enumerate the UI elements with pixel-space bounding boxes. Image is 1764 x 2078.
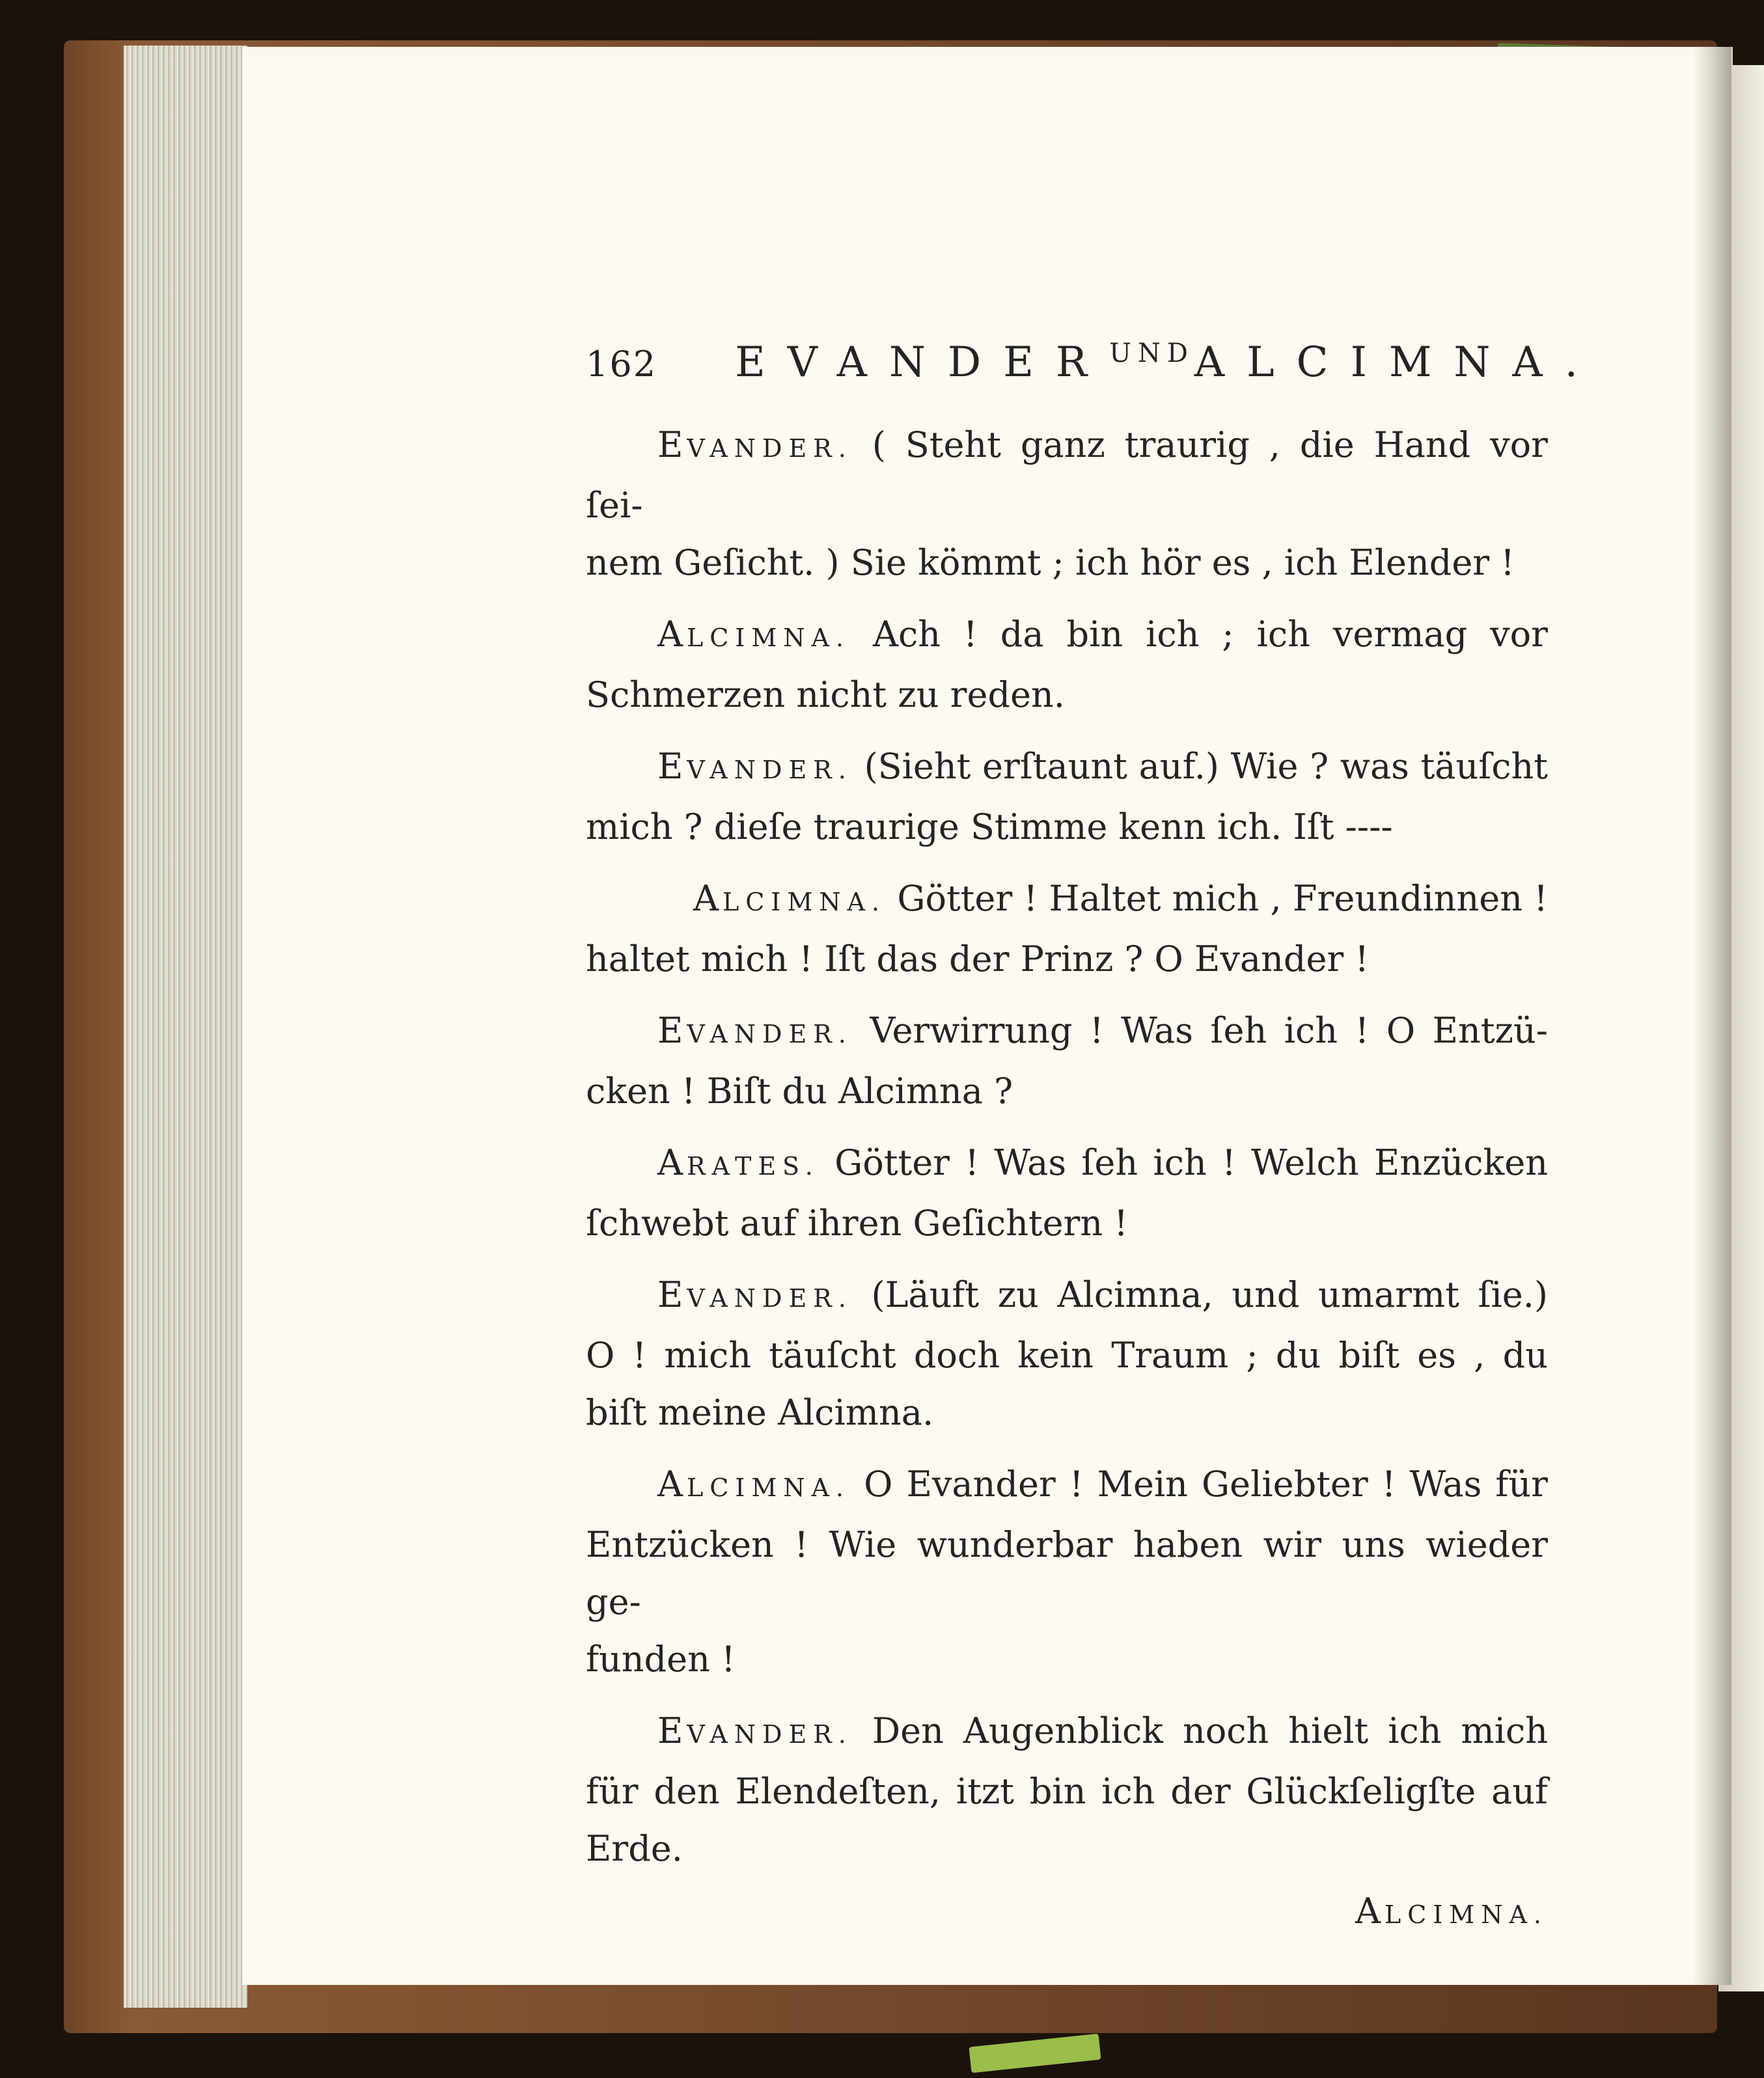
speaker-name <box>693 878 887 919</box>
speaker-initial: E <box>657 1010 687 1051</box>
running-title-right: ALCIMNA. <box>1194 338 1600 387</box>
speech-paragraph <box>586 1456 1548 1688</box>
line-text: für den Elendeſten, itzt bin ich der Glückſeligſte auf <box>586 1771 1548 1812</box>
text-line <box>586 1631 1548 1688</box>
line-text: (Läuft zu Alcimna, und umarmt ſie.) <box>871 1274 1548 1315</box>
text-line <box>586 417 1548 534</box>
speech-paragraph <box>586 1002 1548 1120</box>
text-line <box>586 799 1548 856</box>
speaker-name <box>657 1274 853 1315</box>
line-text: Ach ! da bin ich ; ich vermag vor <box>873 614 1548 655</box>
speaker-name <box>657 614 851 655</box>
speech-paragraph <box>586 1702 1548 1878</box>
running-title-left: EVANDER <box>735 338 1110 387</box>
text-line <box>586 1063 1548 1120</box>
line-text: Götter ! Haltet mich , Freundinnen ! <box>897 878 1548 919</box>
text-line <box>586 1134 1548 1195</box>
text-line <box>586 1002 1548 1063</box>
speaker-initial: A <box>657 614 687 655</box>
text-line <box>586 1516 1548 1631</box>
line-text: Entzücken ! Wie wunderbar haben wir uns wieder ge- <box>586 1524 1548 1622</box>
text-line <box>586 534 1548 592</box>
text-line <box>586 666 1548 724</box>
line-text: cken ! Biſt du Alcimna ? <box>586 1071 1013 1112</box>
text-line <box>586 1456 1548 1516</box>
line-text: funden ! <box>586 1639 736 1680</box>
line-text: Götter ! Was ſeh ich ! Welch Enzücken <box>834 1142 1548 1183</box>
speaker-name <box>657 424 853 465</box>
speaker-rest: VANDER. <box>687 434 853 463</box>
speaker-name <box>657 1142 820 1183</box>
text-line <box>586 1384 1548 1442</box>
gutter-shadow <box>1692 47 1731 1985</box>
bookmark-ribbon-end <box>969 2034 1101 2073</box>
page-number: 162 <box>586 344 657 385</box>
text-line <box>586 931 1548 988</box>
speech-paragraph <box>586 1266 1548 1442</box>
speaker-rest: LCIMNA. <box>723 888 887 916</box>
text-line <box>586 1195 1548 1252</box>
speaker-rest: VANDER. <box>687 756 853 784</box>
speaker-name <box>657 1010 853 1051</box>
text-line <box>586 606 1548 666</box>
speaker-initial: A <box>693 878 723 919</box>
line-text: Schmerzen nicht zu reden. <box>586 674 1065 715</box>
speech-paragraph <box>586 417 1548 592</box>
text-line <box>586 1327 1548 1384</box>
line-text: Verwirrung ! Was ſeh ich ! O Entzü- <box>870 1010 1549 1051</box>
running-header <box>586 338 1600 403</box>
text-line <box>586 1266 1548 1327</box>
speaker-name <box>657 1710 853 1751</box>
speaker-initial: E <box>657 1274 687 1315</box>
text-line <box>586 1820 1548 1878</box>
text-line <box>586 738 1548 799</box>
line-text: mich ? dieſe traurige Stimme kenn ich. Iſt ---- <box>586 806 1393 847</box>
speaker-rest: VANDER. <box>687 1020 853 1048</box>
speaker-initial: E <box>657 746 687 787</box>
page-text <box>586 338 1600 1934</box>
page-edges <box>124 46 247 2008</box>
text-line <box>586 1763 1548 1820</box>
speaker-initial: A <box>657 1142 687 1183</box>
speaker-initial: A <box>657 1464 687 1505</box>
line-text: O ! mich täuſcht doch kein Traum ; du biſt es , du <box>586 1335 1548 1376</box>
line-text: haltet mich ! Iſt das der Prinz ? O Evander ! <box>586 938 1370 979</box>
line-text: O Evander ! Mein Geliebter ! Was für <box>864 1464 1548 1505</box>
running-title-und: UND <box>1109 338 1194 368</box>
line-text: ( Steht ganz traurig , die Hand vor ſei- <box>586 424 1548 526</box>
line-text: ſchwebt auf ihren Geſichtern ! <box>586 1203 1128 1244</box>
speaker-initial: E <box>657 424 687 465</box>
speaker-rest: VANDER. <box>687 1720 853 1749</box>
speaker-rest: RATES. <box>687 1152 820 1181</box>
catchword-rest: LCIMNA. <box>1384 1900 1548 1929</box>
speaker-rest: VANDER. <box>687 1284 853 1313</box>
speaker-rest: LCIMNA. <box>687 623 851 652</box>
speech-paragraph <box>586 1134 1548 1252</box>
line-text: Erde. <box>586 1828 683 1869</box>
speaker-name <box>657 746 853 787</box>
dialogue <box>586 417 1548 1878</box>
speech-paragraph <box>586 870 1548 988</box>
line-text: biſt meine Alcimna. <box>586 1392 934 1433</box>
catchword <box>586 1892 1548 1934</box>
speaker-initial: E <box>657 1710 687 1751</box>
text-line <box>586 870 1548 931</box>
speech-paragraph <box>586 606 1548 724</box>
speaker-rest: LCIMNA. <box>687 1473 851 1502</box>
text-line <box>586 1702 1548 1763</box>
line-text: Den Augenblick noch hielt ich mich <box>872 1710 1548 1751</box>
catchword-cap: A <box>1355 1891 1385 1932</box>
running-title <box>735 338 1600 387</box>
speaker-name <box>657 1464 851 1505</box>
line-text: nem Geſicht. ) Sie kömmt ; ich hör es , ich Elender ! <box>586 542 1515 583</box>
speech-paragraph <box>586 738 1548 856</box>
line-text: (Sieht erſtaunt auf.) Wie ? was täuſcht <box>864 746 1548 787</box>
